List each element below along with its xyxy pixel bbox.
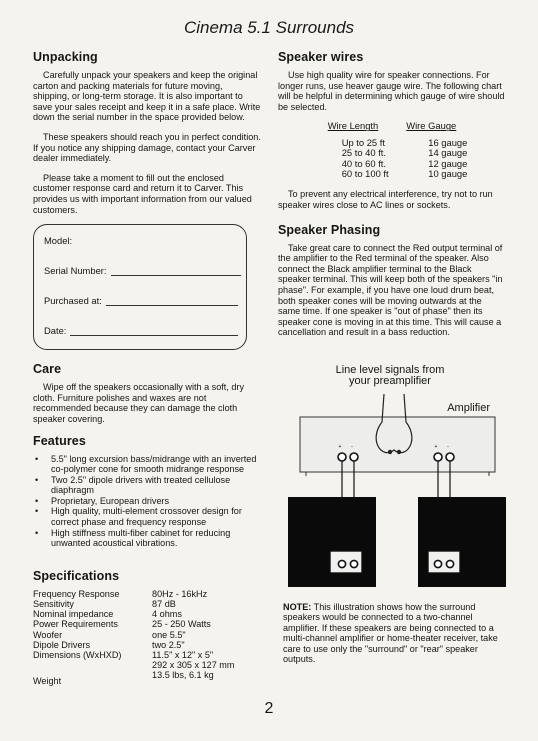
- specifications-heading: Specifications: [33, 568, 120, 583]
- features-heading: Features: [33, 433, 86, 448]
- right-speaker-terminal-plate: [428, 551, 460, 573]
- wire-length-cell: Up to 25 ft: [341, 136, 385, 148]
- spec-value: 11.5" x 12" x 5": [152, 650, 214, 661]
- spec-label: Dimensions (WxHXD): [33, 650, 122, 661]
- spec-value: 4 ohms: [152, 609, 182, 620]
- amplifier-box: [300, 417, 495, 472]
- list-item: • High quality, multi-element crossover design for correct phase and frequency response: [47, 506, 261, 527]
- care-heading: Care: [33, 362, 62, 377]
- svg-text:-: -: [351, 444, 353, 450]
- note-label: NOTE:: [283, 602, 312, 612]
- table-row: [33, 660, 263, 670]
- connection-diagram-svg: [278, 362, 508, 592]
- speaker-wires-paragraph-1: Use high quality wire for speaker connections. For longer runs, use heaver gauge wire. The following chart will be helpful in determining which gauge of wire should be selected.: [278, 70, 505, 112]
- table-row: [33, 630, 263, 640]
- date-row: [44, 325, 238, 336]
- features-list: [33, 454, 261, 549]
- amplifier-label: Amplifier: [447, 402, 490, 414]
- spec-value: one 5.5": [152, 629, 186, 640]
- list-item: • 5.5" long excursion bass/midrange with an inverted co-polymer cone for smooth midrange response: [47, 454, 261, 475]
- wire-gauge-cell: 16 gauge: [428, 136, 468, 148]
- serial-number-label: Serial Number:: [44, 265, 107, 277]
- diagram-caption-line-1: Line level signals from: [335, 364, 445, 376]
- purchased-row: [44, 295, 238, 306]
- speaker-phasing-paragraph: Take great care to connect the Red output terminal of the amplifier to the Red terminal of the speaker. Also connect the Black amplifier terminal to the Black speaker terminal. This will keep both of the speakers "in phase". For example, if you have one loud drum beat, both speaker cones will be moving outwards at the same time. If one speaker is "out of phase" then its speaker cone is moving in at this time. This will cause a cancellation and result in a bass reduction.: [278, 242, 503, 338]
- table-row: [33, 599, 263, 609]
- table-row: [33, 619, 263, 629]
- date-label: Date:: [44, 325, 67, 337]
- svg-text:-: -: [447, 444, 449, 450]
- left-speaker-terminal-plate: [330, 551, 362, 573]
- spec-label: [33, 660, 152, 670]
- spec-value: 13.5 lbs, 6.1 kg: [152, 670, 214, 681]
- serial-record-card: [33, 224, 247, 350]
- wire-length-cell: 60 to 100 ft: [341, 168, 389, 179]
- unpacking-paragraph-1: Carefully unpack your speakers and keep the original carton and packing materials for future moving, shipping, or long-term storage. It is also important to save your sales receipt and keep it in a safe place. Write down the serial number in the space provided below.: [33, 70, 261, 123]
- speaker-phasing-heading: Speaker Phasing: [278, 222, 381, 237]
- spec-label: Sensitivity: [33, 599, 74, 610]
- unpacking-paragraph-2: These speakers should reach you in perfect condition. If you notice any shipping damage, contact your Carver dealer immediately.: [33, 131, 261, 164]
- list-item: • High stiffness multi-fiber cabinet for reducing unwanted acoustical vibrations.: [47, 528, 261, 549]
- serial-number-line: [111, 265, 241, 276]
- list-item: • Proprietary, European drivers: [47, 496, 261, 507]
- table-row: [33, 589, 263, 599]
- unpacking-paragraph-3: Please take a moment to fill out the enclosed customer response card and return it to Carver. This provides us with important information from our valued customers.: [33, 172, 252, 215]
- wire-length-cell: 25 to 40 ft.: [341, 147, 387, 159]
- diagram-caption-line-2: your preamplifier: [349, 375, 431, 387]
- spec-label: Woofer: [33, 629, 63, 640]
- unpacking-heading: Unpacking: [33, 50, 98, 64]
- wire-gauge-cell: 12 gauge: [428, 157, 468, 169]
- table-row: [33, 609, 263, 619]
- note-text: This illustration shows how the surround speakers would be connected to a two-channel amplifier. If these speakers are being connected to a multi-channel amplifier or home-theater receiver, take care to use only the "surround" or "rear" speaker outputs.: [283, 602, 498, 665]
- table-row: [314, 169, 471, 179]
- wire-gauge-cell: 14 gauge: [428, 147, 468, 159]
- table-header-row: [314, 121, 471, 137]
- note-block: [283, 602, 501, 664]
- spec-label: Power Requirements: [33, 619, 118, 630]
- model-row: [44, 235, 72, 246]
- rca-jack-left: [388, 450, 392, 454]
- spec-value: 25 - 250 Watts: [152, 619, 211, 630]
- wire-gauge-header: Wire Gauge: [406, 120, 457, 132]
- model-label: Model:: [44, 235, 73, 247]
- spec-value: 80Hz - 16kHz: [152, 588, 208, 599]
- wire-gauge-table: [314, 121, 471, 179]
- spec-label: Frequency Response: [33, 588, 120, 599]
- spec-label: Weight: [33, 676, 62, 687]
- table-row: [33, 670, 263, 686]
- rca-jack-right: [397, 450, 401, 454]
- wire-length-header: Wire Length: [327, 120, 379, 132]
- spec-label: Nominal impedance: [33, 609, 114, 620]
- care-paragraph: Wipe off the speakers occasionally with a soft, dry cloth. Furniture polishes and waxes are not recommended because they can damage the cloth speaker covering.: [33, 382, 244, 424]
- left-column: [33, 50, 261, 687]
- page-number: 2: [264, 700, 274, 717]
- svg-text:+: +: [434, 444, 438, 450]
- spec-value: 292 x 305 x 127 mm: [152, 660, 235, 671]
- page-title: Cinema 5.1 Surrounds: [183, 18, 355, 37]
- specifications-table: [33, 589, 263, 687]
- purchased-line: [106, 295, 238, 306]
- spec-value: two 2.5": [152, 639, 185, 650]
- list-item: • Two 2.5" dipole drivers with treated cellulose diaphragm: [47, 475, 261, 496]
- speaker-wires-heading: Speaker wires: [278, 50, 364, 64]
- purchased-label: Purchased at:: [44, 295, 102, 307]
- spec-value: 87 dB: [152, 599, 176, 610]
- serial-number-row: [44, 265, 241, 276]
- right-column: [278, 50, 506, 347]
- wire-gauge-cell: 10 gauge: [428, 168, 468, 179]
- table-row: [33, 640, 263, 650]
- wire-length-cell: 40 to 60 ft.: [341, 157, 387, 169]
- date-line: [70, 325, 238, 336]
- speaker-wires-paragraph-2: To prevent any electrical interference, try not to run speaker wires close to AC lines or sockets.: [278, 189, 493, 210]
- connection-diagram: [278, 362, 508, 592]
- spec-label: Dipole Drivers: [33, 639, 91, 650]
- table-row: [33, 650, 263, 660]
- svg-text:+: +: [338, 444, 342, 450]
